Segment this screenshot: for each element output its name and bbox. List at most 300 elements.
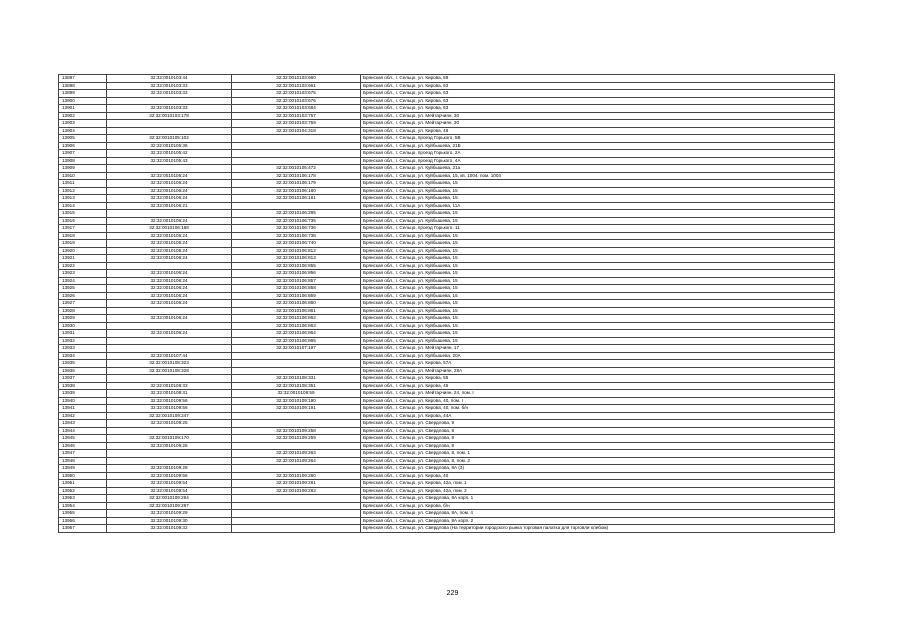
row-number-cell: 13952 (59, 487, 107, 495)
row-number-cell: 13908 (59, 157, 107, 165)
building-number-cell (232, 525, 361, 533)
address-cell: Брянская обл., г. Сельцо, ул. Куйбышева, 15 (361, 277, 835, 285)
row-number-cell: 13913 (59, 195, 107, 203)
building-number-cell: 32:32:0010109:259 (232, 435, 361, 443)
address-cell: Брянская обл., г. Сельцо, ул. Куйбышева, 15 (361, 292, 835, 300)
land-parcel-number-cell: 32:32:0010108:328 (107, 367, 232, 375)
table-row (59, 300, 835, 308)
land-parcel-number-cell: 32:32:0010107:44 (107, 352, 232, 360)
table-row (59, 165, 835, 173)
address-cell: Брянская обл., г. Сельцо, ул. Куйбышева, 15 (361, 337, 835, 345)
address-cell: Брянская обл., г. Сельцо, проезд Горького, 2А (361, 150, 835, 158)
address-cell: Брянская обл., г. Сельцо, ул. Куйбышева, 15 (361, 322, 835, 330)
building-number-cell: 32:32:0010106:285 (232, 210, 361, 218)
row-number-cell: 13899 (59, 90, 107, 98)
address-cell: Брянская обл., г. Сельцо, ул. Куйбышева, 15 (361, 195, 835, 203)
row-number-cell: 13943 (59, 420, 107, 428)
table-row (59, 105, 835, 113)
address-cell: Брянская обл., г. Сельцо, ул. Кирова, 40, пом. б/н (361, 405, 835, 413)
land-parcel-number-cell: 32:32:0010108:323 (107, 360, 232, 368)
building-number-cell: 32:32:0010106:738 (232, 232, 361, 240)
land-parcel-number-cell: 32:32:0010109:284 (107, 495, 232, 503)
address-cell: Брянская обл., г. Сельцо, ул. Куйбышева, 15 (361, 240, 835, 248)
building-number-cell: 32:32:0010107:197 (232, 345, 361, 353)
row-number-cell: 13935 (59, 360, 107, 368)
row-number-cell: 13926 (59, 292, 107, 300)
land-parcel-number-cell: 32:32:0010106:24 (107, 217, 232, 225)
building-number-cell (232, 142, 361, 150)
table-row (59, 525, 835, 533)
address-cell: Брянская обл., г. Сельцо, ул. Свердлова (На территории городского рынка торговая палатка для торговли хлебом) (361, 525, 835, 533)
address-cell: Брянская обл., г. Сельцо, ул. Куйбышева, 21а (361, 165, 835, 173)
building-number-cell (232, 442, 361, 450)
address-cell: Брянская обл., г. Сельцо, ул. Свердлова, 9 (361, 420, 835, 428)
row-number-cell: 13957 (59, 525, 107, 533)
land-parcel-number-cell: 32:32:0010103:33 (107, 90, 232, 98)
building-number-cell: 32:32:0010106:181 (232, 195, 361, 203)
land-parcel-number-cell: 32:32:0010106:24 (107, 300, 232, 308)
table-row (59, 150, 835, 158)
land-parcel-number-cell (107, 427, 232, 435)
row-number-cell: 13915 (59, 210, 107, 218)
land-parcel-number-cell (107, 210, 232, 218)
building-number-cell: 32:32:0010106:857 (232, 277, 361, 285)
address-cell: Брянская обл., г. Сельцо, ул. Свердлова, 8 (361, 427, 835, 435)
page-number: 229 (446, 590, 459, 597)
land-parcel-number-cell: 32:32:0010105:42 (107, 150, 232, 158)
row-number-cell: 13914 (59, 202, 107, 210)
table-row (59, 330, 835, 338)
address-cell: Брянская обл., г. Сельцо, ул. Куйбышева, 11А (361, 202, 835, 210)
table-row (59, 502, 835, 510)
building-number-cell: 32:32:0010106:862 (232, 315, 361, 323)
table-row (59, 412, 835, 420)
address-cell: Брянская обл., г. Сельцо, ул. Куйбышева, 15 (361, 180, 835, 188)
building-number-cell: 32:32:0010106:855 (232, 262, 361, 270)
address-cell: Брянская обл., г. Сельцо, ул. Кирова, 55 (361, 375, 835, 383)
row-number-cell: 13946 (59, 442, 107, 450)
building-number-cell: 32:32:0010106:863 (232, 322, 361, 330)
table-row (59, 450, 835, 458)
table-row (59, 262, 835, 270)
table-row (59, 172, 835, 180)
table-row (59, 420, 835, 428)
building-number-cell: 32:32:0010103:759 (232, 120, 361, 128)
row-number-cell: 13921 (59, 255, 107, 263)
row-number-cell: 13917 (59, 225, 107, 233)
address-cell: Брянская обл., г. Сельцо, ул. Мейтарчиян, 28А (361, 367, 835, 375)
land-parcel-number-cell: 32:32:0010106:24 (107, 247, 232, 255)
land-parcel-number-cell: 32:32:0010108:33 (107, 382, 232, 390)
address-cell: Брянская обл., г. Сельцо, ул. Мейтарчиян, 24, пом. I (361, 390, 835, 398)
row-number-cell: 13925 (59, 285, 107, 293)
land-parcel-number-cell: 32:32:0010105:43 (107, 157, 232, 165)
building-number-cell: 32:32:0010106:180 (232, 187, 361, 195)
table-row (59, 442, 835, 450)
row-number-cell: 13916 (59, 217, 107, 225)
row-number-cell: 13954 (59, 502, 107, 510)
row-number-cell: 13936 (59, 367, 107, 375)
land-parcel-number-cell: 32:32:0010106:24 (107, 292, 232, 300)
row-number-cell: 13897 (59, 75, 107, 83)
building-number-cell (232, 465, 361, 473)
building-number-cell (232, 360, 361, 368)
land-parcel-number-cell: 32:32:0010106:24 (107, 255, 232, 263)
table-row (59, 247, 835, 255)
building-number-cell: 32:32:0010109:191 (232, 405, 361, 413)
row-number-cell: 13944 (59, 427, 107, 435)
address-cell: Брянская обл., г. Сельцо, ул. Свердлова, 8А корп. 2 (361, 517, 835, 525)
table-row (59, 322, 835, 330)
land-parcel-number-cell (107, 457, 232, 465)
cadastral-table (58, 74, 835, 533)
table-row (59, 225, 835, 233)
row-number-cell: 13918 (59, 232, 107, 240)
table-row (59, 232, 835, 240)
land-parcel-number-cell: 32:32:0010103:44 (107, 75, 232, 83)
address-cell: Брянская обл., г. Сельцо, ул. Куйбышева, 15 (361, 262, 835, 270)
address-cell: Брянская обл., г. Сельцо, ул. Куйбышева, 15 (361, 330, 835, 338)
address-cell: Брянская обл., г. Сельцо, проезд Горького, 4А (361, 157, 835, 165)
row-number-cell: 13911 (59, 180, 107, 188)
table-row (59, 397, 835, 405)
table-row (59, 337, 835, 345)
row-number-cell: 13906 (59, 142, 107, 150)
row-number-cell: 13938 (59, 382, 107, 390)
address-cell: Брянская обл., г. Сельцо, ул. Кирова, 63 (361, 90, 835, 98)
address-cell: Брянская обл., г. Сельцо, проезд Горького, 5В (361, 135, 835, 143)
row-number-cell: 13941 (59, 405, 107, 413)
building-number-cell: 32:32:0010106:179 (232, 180, 361, 188)
row-number-cell: 13907 (59, 150, 107, 158)
row-number-cell: 13922 (59, 262, 107, 270)
land-parcel-number-cell: 32:32:0010109:28 (107, 465, 232, 473)
building-number-cell: 32:32:0010106:178 (232, 172, 361, 180)
row-number-cell: 13900 (59, 97, 107, 105)
address-cell: Брянская обл., г. Сельцо, ул. Кирова, 45 (361, 382, 835, 390)
table-row (59, 487, 835, 495)
table-row (59, 112, 835, 120)
table-row (59, 360, 835, 368)
land-parcel-number-cell: 32:32:0010105:102 (107, 135, 232, 143)
building-number-cell: 32:32:0010106:740 (232, 240, 361, 248)
building-number-cell: 32:32:0010106:860 (232, 300, 361, 308)
land-parcel-number-cell: 32:32:0010109:56 (107, 472, 232, 480)
row-number-cell: 13956 (59, 517, 107, 525)
building-number-cell (232, 157, 361, 165)
address-cell: Брянская обл., г. Сельцо, ул. Куйбышева, 15 (361, 270, 835, 278)
table-row (59, 180, 835, 188)
table-row (59, 382, 835, 390)
table-row (59, 345, 835, 353)
address-cell: Брянская обл., г. Сельцо, ул. Кирова, 63 (361, 82, 835, 90)
table-row (59, 142, 835, 150)
building-number-cell: 32:32:0010106:864 (232, 330, 361, 338)
land-parcel-number-cell: 32:32:0010108:31 (107, 390, 232, 398)
table-row (59, 435, 835, 443)
table-row (59, 375, 835, 383)
row-number-cell: 13932 (59, 337, 107, 345)
address-cell: Брянская обл., г. Сельцо, ул. Кирова, 59 (361, 75, 835, 83)
address-cell: Брянская обл., г. Сельцо, ул. Кирова, 40, пом. I (361, 397, 835, 405)
row-number-cell: 13937 (59, 375, 107, 383)
row-number-cell: 13909 (59, 165, 107, 173)
row-number-cell: 13927 (59, 300, 107, 308)
building-number-cell (232, 150, 361, 158)
building-number-cell: 32:32:0010108:331 (232, 375, 361, 383)
land-parcel-number-cell: 32:32:0010103:33 (107, 105, 232, 113)
land-parcel-number-cell: 32:32:0010103:178 (107, 112, 232, 120)
table-row (59, 202, 835, 210)
row-number-cell: 13923 (59, 270, 107, 278)
building-number-cell: 32:32:0010109:263 (232, 450, 361, 458)
cadastral-table-body (59, 75, 835, 533)
land-parcel-number-cell: 32:32:0010106:24 (107, 180, 232, 188)
land-parcel-number-cell: 32:32:0010109:287 (107, 502, 232, 510)
land-parcel-number-cell: 32:32:0010106:24 (107, 232, 232, 240)
table-row (59, 307, 835, 315)
land-parcel-number-cell: 32:32:0010109:54 (107, 480, 232, 488)
row-number-cell: 13931 (59, 330, 107, 338)
building-number-cell: 32:32:0010103:676 (232, 97, 361, 105)
table-row (59, 270, 835, 278)
table-row (59, 127, 835, 135)
table-row (59, 187, 835, 195)
table-row (59, 195, 835, 203)
building-number-cell (232, 420, 361, 428)
building-number-cell: 32:32:0010109:264 (232, 457, 361, 465)
table-row (59, 135, 835, 143)
building-number-cell: 32:32:0010105:472 (232, 165, 361, 173)
building-number-cell: 32:32:0010103:675 (232, 90, 361, 98)
building-number-cell: 32:32:0010106:865 (232, 337, 361, 345)
building-number-cell: 32:32:0010106:735 (232, 217, 361, 225)
address-cell: Брянская обл., г. Сельцо, ул. Свердлова, 8А, пом. 4 (361, 510, 835, 518)
table-row (59, 277, 835, 285)
building-number-cell: 32:32:0010106:858 (232, 285, 361, 293)
table-row (59, 97, 835, 105)
land-parcel-number-cell: 32:32:0010109:29 (107, 510, 232, 518)
table-row (59, 480, 835, 488)
address-cell: Брянская обл., г. Сельцо, ул. Куйбышева, 15 (361, 315, 835, 323)
address-cell: Брянская обл., г. Сельцо, ул. Кирова, 44А (361, 412, 835, 420)
row-number-cell: 13928 (59, 307, 107, 315)
table-row (59, 210, 835, 218)
row-number-cell: 13947 (59, 450, 107, 458)
building-number-cell (232, 202, 361, 210)
table-row (59, 427, 835, 435)
row-number-cell: 13933 (59, 345, 107, 353)
address-cell: Брянская обл., г. Сельцо, ул. Куйбышева, 20А (361, 352, 835, 360)
building-number-cell: 32:32:0010106:812 (232, 247, 361, 255)
building-number-cell (232, 135, 361, 143)
table-row (59, 472, 835, 480)
building-number-cell (232, 517, 361, 525)
table-row (59, 82, 835, 90)
land-parcel-number-cell: 32:32:0010109:56 (107, 397, 232, 405)
address-cell: Брянская обл., г. Сельцо, ул. Куйбышева, 15 (361, 247, 835, 255)
table-row (59, 352, 835, 360)
land-parcel-number-cell (107, 262, 232, 270)
land-parcel-number-cell (107, 307, 232, 315)
land-parcel-number-cell (107, 375, 232, 383)
building-number-cell: 32:32:0010104:318 (232, 127, 361, 135)
land-parcel-number-cell (107, 450, 232, 458)
land-parcel-number-cell (107, 322, 232, 330)
address-cell: Брянская обл., г. Сельцо, ул. Кирова, 63 (361, 105, 835, 113)
land-parcel-number-cell (107, 165, 232, 173)
address-cell: Брянская обл., г. Сельцо, ул. Куйбышева, 21Б (361, 142, 835, 150)
building-number-cell: 32:32:0010106:856 (232, 270, 361, 278)
land-parcel-number-cell: 32:32:0010103:33 (107, 82, 232, 90)
table-row (59, 517, 835, 525)
land-parcel-number-cell: 32:32:0010109:54 (107, 487, 232, 495)
row-number-cell: 13953 (59, 495, 107, 503)
address-cell: Брянская обл., г. Сельцо, ул. Куйбышева, 15 (361, 255, 835, 263)
building-number-cell: 32:32:0010103:660 (232, 75, 361, 83)
address-cell: Брянская обл., г. Сельцо, ул. Куйбышева, 15 (361, 232, 835, 240)
address-cell: Брянская обл., г. Сельцо, ул. Свердлова, 8, пом. 1 (361, 450, 835, 458)
row-number-cell: 13924 (59, 277, 107, 285)
address-cell: Брянская обл., г. Сельцо, ул. Кирова, 40 (361, 472, 835, 480)
land-parcel-number-cell: 32:32:0010109:25 (107, 420, 232, 428)
building-number-cell (232, 510, 361, 518)
land-parcel-number-cell: 32:32:0010109:247 (107, 412, 232, 420)
land-parcel-number-cell: 32:32:0010106:24 (107, 195, 232, 203)
building-number-cell: 32:32:0010106:859 (232, 292, 361, 300)
land-parcel-number-cell (107, 120, 232, 128)
building-number-cell: 32:32:0010109:282 (232, 487, 361, 495)
table-row (59, 157, 835, 165)
table-row (59, 90, 835, 98)
table-row (59, 405, 835, 413)
table-row (59, 390, 835, 398)
building-number-cell: 32:32:0010103:757 (232, 112, 361, 120)
row-number-cell: 13902 (59, 112, 107, 120)
address-cell: Брянская обл., г. Сельцо, ул. Мейтарчиян, 30 (361, 120, 835, 128)
table-row (59, 367, 835, 375)
building-number-cell: 32:32:0010103:661 (232, 82, 361, 90)
table-row (59, 315, 835, 323)
land-parcel-number-cell: 32:32:0010109:56 (107, 405, 232, 413)
address-cell: Брянская обл., г. Сельцо, ул. Свердлова, 8 (361, 442, 835, 450)
address-cell: Брянская обл., г. Сельцо, ул. Мейтарчиян, 30 (361, 112, 835, 120)
table-row (59, 292, 835, 300)
table-row (59, 255, 835, 263)
land-parcel-number-cell: 32:32:0010106:24 (107, 240, 232, 248)
address-cell: Брянская обл., г. Сельцо, ул. Куйбышева, 15 (361, 285, 835, 293)
address-cell: Брянская обл., г. Сельцо, ул. Кирова, 42а, пом. 1 (361, 480, 835, 488)
building-number-cell (232, 367, 361, 375)
row-number-cell: 13934 (59, 352, 107, 360)
building-number-cell (232, 495, 361, 503)
building-number-cell: 32:32:0010106:861 (232, 307, 361, 315)
row-number-cell: 13905 (59, 135, 107, 143)
table-row (59, 217, 835, 225)
land-parcel-number-cell: 32:32:0010106:21 (107, 202, 232, 210)
building-number-cell: 32:32:0010109:280 (232, 472, 361, 480)
building-number-cell (232, 502, 361, 510)
row-number-cell: 13910 (59, 172, 107, 180)
land-parcel-number-cell (107, 345, 232, 353)
table-row (59, 75, 835, 83)
row-number-cell: 13948 (59, 457, 107, 465)
land-parcel-number-cell: 32:32:0010106:24 (107, 315, 232, 323)
table-row (59, 285, 835, 293)
row-number-cell: 13904 (59, 127, 107, 135)
row-number-cell: 13903 (59, 120, 107, 128)
address-cell: Брянская обл., г. Сельцо, ул. Свердлова, 8А корп. 1 (361, 495, 835, 503)
address-cell: Брянская обл., г. Сельцо, проезд Горького, 11 (361, 225, 835, 233)
row-number-cell: 13950 (59, 472, 107, 480)
land-parcel-number-cell (107, 337, 232, 345)
land-parcel-number-cell: 32:32:0010106:24 (107, 277, 232, 285)
row-number-cell: 13939 (59, 390, 107, 398)
address-cell: Брянская обл., г. Сельцо, ул. Свердлова, 8 (361, 435, 835, 443)
row-number-cell: 13901 (59, 105, 107, 113)
building-number-cell: 32:32:0010106:736 (232, 225, 361, 233)
address-cell: Брянская обл., г. Сельцо, ул. Куйбышева, 15 (361, 210, 835, 218)
address-cell: Брянская обл., г. Сельцо, ул. Куйбышева, 15 (361, 187, 835, 195)
address-cell: Брянская обл., г. Сельцо, ул. Свердлова, 8А (3) (361, 465, 835, 473)
land-parcel-number-cell: 32:32:0010106:24 (107, 187, 232, 195)
land-parcel-number-cell: 32:32:0010109:26 (107, 442, 232, 450)
land-parcel-number-cell: 32:32:0010109:32 (107, 525, 232, 533)
row-number-cell: 13919 (59, 240, 107, 248)
table-row (59, 240, 835, 248)
land-parcel-number-cell: 32:32:0010106:24 (107, 270, 232, 278)
land-parcel-number-cell (107, 127, 232, 135)
address-cell: Брянская обл., г. Сельцо, ул. Кирова, 57А (361, 360, 835, 368)
row-number-cell: 13940 (59, 397, 107, 405)
address-cell: Брянская обл., г. Сельцо, ул. Куйбышева, 15 (361, 217, 835, 225)
address-cell: Брянская обл., г. Сельцо, ул. Кирова, 42а, пом. 2 (361, 487, 835, 495)
row-number-cell: 13942 (59, 412, 107, 420)
address-cell: Брянская обл., г. Сельцо, ул. Свердлова, 8, пом. 2 (361, 457, 835, 465)
building-number-cell: 32:32:0010103:684 (232, 105, 361, 113)
address-cell: Брянская обл., г. Сельцо, ул. Куйбышева, 15 (361, 307, 835, 315)
building-number-cell: 32:32:0010108:351 (232, 382, 361, 390)
row-number-cell: 13929 (59, 315, 107, 323)
land-parcel-number-cell: 32:32:0010106:188 (107, 225, 232, 233)
address-cell: Брянская обл., г. Сельцо, ул. Кирова, 46 (361, 127, 835, 135)
land-parcel-number-cell: 32:32:0010109:170 (107, 435, 232, 443)
row-number-cell: 13898 (59, 82, 107, 90)
building-number-cell: 32:32:0010109:258 (232, 427, 361, 435)
row-number-cell: 13930 (59, 322, 107, 330)
table-row (59, 120, 835, 128)
land-parcel-number-cell: 32:32:0010105:36 (107, 142, 232, 150)
table-row (59, 457, 835, 465)
row-number-cell: 13955 (59, 510, 107, 518)
row-number-cell: 13949 (59, 465, 107, 473)
table-row (59, 510, 835, 518)
building-number-cell (232, 352, 361, 360)
building-number-cell: 32:32:0010109:281 (232, 480, 361, 488)
address-cell: Брянская обл., г. Сельцо, ул. Куйбышева, 15 (361, 300, 835, 308)
address-cell: Брянская обл., г. Сельцо, ул. Кирова, 63 (361, 97, 835, 105)
land-parcel-number-cell: 32:32:0010106:24 (107, 172, 232, 180)
building-number-cell: 32:32:0010108:59 (232, 390, 361, 398)
building-number-cell: 32:32:0010106:813 (232, 255, 361, 263)
land-parcel-number-cell: 32:32:0010106:24 (107, 330, 232, 338)
land-parcel-number-cell: 32:32:0010106:24 (107, 285, 232, 293)
building-number-cell: 32:32:0010109:190 (232, 397, 361, 405)
land-parcel-number-cell (107, 97, 232, 105)
building-number-cell (232, 412, 361, 420)
row-number-cell: 13912 (59, 187, 107, 195)
address-cell: Брянская обл., г. Сельцо, ул. Кирова, б/н (361, 502, 835, 510)
